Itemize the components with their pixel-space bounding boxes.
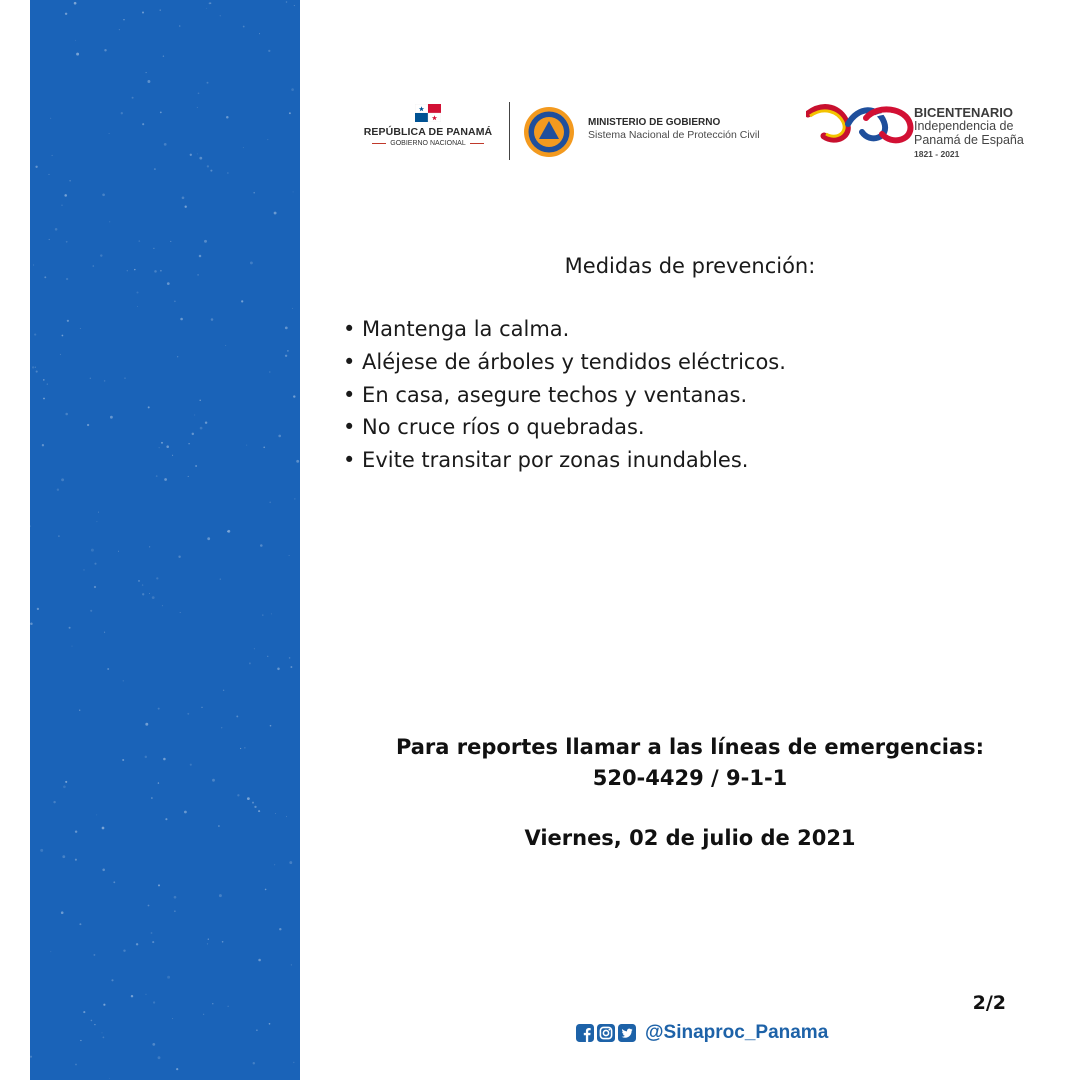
speckle bbox=[220, 579, 221, 580]
list-item: • Evite transitar por zonas inundables. bbox=[343, 448, 749, 473]
speckle bbox=[60, 354, 61, 355]
speckle bbox=[211, 318, 214, 321]
speckle bbox=[75, 859, 77, 861]
speckle bbox=[269, 1023, 271, 1025]
speckle bbox=[279, 928, 281, 930]
speckle bbox=[206, 8, 207, 9]
speckle bbox=[237, 794, 239, 796]
speckle bbox=[205, 421, 207, 423]
speckle bbox=[184, 811, 187, 814]
speckle bbox=[67, 320, 69, 322]
speckle bbox=[243, 26, 245, 28]
speckle bbox=[153, 1001, 155, 1003]
speckle bbox=[103, 1037, 105, 1039]
gobierno-nacional-text: GOBIERNO NACIONAL bbox=[390, 140, 466, 147]
speckle bbox=[74, 2, 77, 5]
speckle bbox=[289, 657, 291, 659]
speckle bbox=[61, 478, 64, 481]
speckle bbox=[254, 648, 255, 649]
speckle bbox=[203, 1014, 204, 1015]
speckle bbox=[163, 758, 166, 761]
speckle bbox=[152, 596, 155, 599]
speckle bbox=[240, 748, 241, 749]
speckle bbox=[199, 255, 202, 258]
speckle bbox=[104, 49, 106, 51]
divider-dash-right bbox=[470, 143, 484, 144]
speckle bbox=[294, 5, 295, 6]
speckle bbox=[259, 33, 260, 34]
speckle bbox=[122, 759, 124, 761]
speckle bbox=[228, 1006, 229, 1007]
speckle bbox=[43, 379, 45, 381]
speckle bbox=[212, 1003, 213, 1004]
speckle bbox=[220, 15, 221, 16]
speckle bbox=[142, 584, 143, 585]
speckle bbox=[267, 139, 268, 140]
speckle bbox=[148, 905, 150, 907]
speckle bbox=[254, 806, 256, 808]
speckle bbox=[66, 278, 68, 280]
speckle bbox=[243, 147, 244, 148]
prevention-list bbox=[343, 313, 786, 477]
speckle bbox=[100, 254, 102, 256]
speckle bbox=[55, 228, 58, 231]
list-item: • Mantenga la calma. bbox=[343, 317, 570, 341]
speckle bbox=[197, 107, 198, 108]
speckle bbox=[153, 248, 154, 249]
speckle bbox=[75, 40, 76, 41]
speckle bbox=[287, 350, 289, 352]
speckle bbox=[69, 180, 70, 181]
speckle bbox=[274, 864, 275, 865]
speckle bbox=[65, 13, 67, 15]
speckle bbox=[142, 11, 144, 13]
speckle bbox=[123, 680, 124, 681]
speckle bbox=[104, 380, 106, 382]
speckle bbox=[145, 756, 147, 758]
speckle bbox=[265, 889, 267, 891]
speckle bbox=[286, 816, 287, 817]
speckle bbox=[160, 10, 161, 11]
speckle bbox=[103, 1004, 105, 1006]
speckle bbox=[208, 939, 209, 940]
speckle bbox=[268, 50, 270, 52]
speckle bbox=[162, 605, 163, 606]
list-item: • En casa, asegure techos y ventanas. bbox=[343, 382, 748, 407]
speckle bbox=[96, 521, 97, 522]
speckle bbox=[197, 153, 198, 154]
speckle bbox=[50, 951, 51, 952]
speckle bbox=[158, 708, 160, 710]
speckle bbox=[179, 25, 181, 27]
speckle bbox=[121, 112, 123, 114]
bicentenario-text bbox=[914, 106, 1024, 159]
speckle bbox=[75, 830, 77, 832]
speckle bbox=[93, 954, 95, 956]
speckle bbox=[134, 269, 135, 270]
speckle bbox=[40, 849, 43, 852]
speckle bbox=[136, 291, 138, 293]
speckle bbox=[90, 610, 92, 612]
twitter-icon[interactable] bbox=[618, 1024, 636, 1042]
speckle bbox=[142, 123, 144, 125]
speckle bbox=[188, 443, 189, 444]
bicentenario-ribbon-icon bbox=[806, 100, 914, 152]
instagram-icon[interactable] bbox=[597, 1024, 615, 1042]
speckle bbox=[227, 172, 228, 173]
bicentenario-line-1: Independencia de bbox=[914, 119, 1014, 133]
speckle bbox=[57, 488, 59, 490]
speckle-texture bbox=[30, 0, 300, 1080]
speckle bbox=[125, 378, 126, 379]
speckle bbox=[119, 29, 120, 30]
speckle bbox=[207, 82, 209, 84]
speckle bbox=[291, 964, 292, 965]
speckle bbox=[91, 549, 94, 552]
speckle bbox=[209, 2, 211, 4]
speckle bbox=[123, 19, 124, 20]
speckle bbox=[192, 433, 194, 435]
speckle bbox=[207, 165, 209, 167]
speckle bbox=[285, 327, 288, 330]
list-item: • Aléjese de árboles y tendidos eléctricos. bbox=[343, 349, 786, 374]
gobierno-nacional-label bbox=[360, 140, 496, 147]
speckle bbox=[64, 194, 67, 197]
speckle bbox=[131, 995, 133, 997]
speckle bbox=[161, 442, 163, 444]
speckle bbox=[274, 212, 277, 215]
speckle bbox=[35, 166, 37, 168]
speckle bbox=[159, 447, 160, 448]
speckle bbox=[145, 723, 148, 726]
speckle bbox=[185, 206, 187, 208]
emergency-phone-numbers: 520-4429 / 9-1-1 bbox=[592, 766, 788, 790]
speckle bbox=[174, 301, 176, 303]
speckle bbox=[158, 1056, 161, 1059]
speckle bbox=[253, 192, 255, 194]
speckle bbox=[36, 371, 38, 373]
speckle bbox=[127, 270, 128, 271]
speckle bbox=[167, 282, 170, 285]
speckle bbox=[269, 502, 271, 504]
speckle bbox=[94, 1024, 95, 1025]
blue-side-band bbox=[30, 0, 300, 1080]
speckle bbox=[166, 445, 169, 448]
speckle bbox=[223, 690, 224, 691]
speckle bbox=[190, 154, 192, 156]
speckle bbox=[246, 445, 247, 446]
speckle bbox=[190, 764, 192, 766]
speckle bbox=[156, 475, 158, 477]
bicentenario-title: BICENTENARIO bbox=[914, 105, 1013, 120]
speckle bbox=[47, 383, 48, 384]
speckle bbox=[123, 949, 125, 951]
speckle bbox=[154, 270, 157, 273]
speckle bbox=[201, 707, 202, 708]
speckle bbox=[241, 300, 243, 302]
speckle bbox=[210, 170, 212, 172]
speckle bbox=[62, 335, 64, 337]
speckle bbox=[172, 1018, 173, 1019]
speckle bbox=[96, 814, 97, 815]
speckle bbox=[61, 204, 62, 205]
speckle bbox=[195, 465, 197, 467]
speckle bbox=[244, 747, 245, 748]
speckle bbox=[270, 725, 272, 727]
speckle bbox=[296, 460, 299, 463]
speckle bbox=[138, 580, 140, 582]
speckle bbox=[197, 274, 199, 276]
speckle bbox=[253, 1062, 255, 1064]
speckle bbox=[180, 318, 183, 321]
republica-panama-logo bbox=[360, 104, 496, 158]
speckle bbox=[286, 1, 288, 3]
date-text: Viernes, 02 de julio de 2021 bbox=[524, 826, 856, 850]
speckle bbox=[87, 424, 89, 426]
republica-name: REPÚBLICA DE PANAMÁ bbox=[363, 126, 493, 138]
speckle bbox=[71, 646, 72, 647]
speckle bbox=[291, 88, 294, 91]
speckle bbox=[174, 911, 175, 912]
speckle bbox=[42, 444, 44, 446]
speckle bbox=[30, 622, 33, 625]
speckle bbox=[149, 593, 150, 594]
speckle bbox=[256, 1029, 258, 1031]
speckle bbox=[145, 994, 146, 995]
speckle bbox=[32, 366, 34, 368]
bicentenario-years: 1821 - 2021 bbox=[914, 149, 960, 159]
speckle bbox=[160, 111, 162, 113]
speckle bbox=[76, 53, 79, 56]
speckle bbox=[110, 416, 113, 419]
speckle bbox=[109, 221, 110, 222]
speckle bbox=[294, 498, 295, 499]
speckle bbox=[63, 785, 66, 788]
speckle bbox=[149, 546, 150, 547]
speckle bbox=[80, 328, 81, 329]
speckle bbox=[118, 551, 119, 552]
speckle bbox=[151, 797, 153, 799]
speckle bbox=[178, 555, 180, 557]
speckle bbox=[65, 413, 68, 416]
prevention-heading: Medidas de prevención: bbox=[564, 254, 816, 278]
speckle bbox=[200, 427, 203, 430]
speckle bbox=[293, 1062, 294, 1063]
speckle bbox=[278, 435, 281, 438]
speckle bbox=[30, 1056, 32, 1058]
speckle bbox=[167, 976, 170, 979]
speckle bbox=[49, 239, 50, 240]
speckle bbox=[154, 168, 156, 170]
speckle bbox=[152, 1043, 155, 1046]
speckle bbox=[199, 400, 200, 401]
speckle bbox=[66, 241, 68, 243]
speckle bbox=[271, 613, 272, 614]
speckle bbox=[164, 143, 167, 146]
speckle bbox=[94, 586, 96, 588]
speckle bbox=[207, 943, 208, 944]
speckle bbox=[180, 612, 181, 613]
speckle bbox=[98, 512, 99, 513]
speckle bbox=[50, 118, 51, 119]
speckle bbox=[249, 662, 251, 664]
speckle bbox=[252, 802, 254, 804]
speckle bbox=[177, 356, 178, 357]
speckle bbox=[79, 923, 81, 925]
speckle bbox=[80, 1040, 81, 1041]
speckle bbox=[226, 116, 229, 119]
list-item: • No cruce ríos o quebradas. bbox=[343, 415, 645, 440]
speckle bbox=[109, 133, 110, 134]
speckle bbox=[102, 193, 105, 196]
speckle bbox=[109, 1078, 110, 1079]
speckle bbox=[104, 632, 105, 633]
speckle bbox=[138, 240, 140, 242]
ministerio-title: MINISTERIO DE GOBIERNO bbox=[588, 117, 721, 128]
speckle bbox=[269, 371, 270, 372]
speckle bbox=[79, 710, 80, 711]
speckle bbox=[262, 614, 263, 615]
speckle bbox=[49, 174, 50, 175]
speckle bbox=[198, 92, 200, 94]
speckle bbox=[92, 265, 94, 267]
speckle bbox=[250, 261, 253, 264]
social-footer bbox=[576, 1022, 828, 1044]
speckle bbox=[52, 155, 53, 156]
speckle bbox=[37, 608, 39, 610]
speckle bbox=[236, 715, 238, 717]
speckle bbox=[83, 569, 85, 571]
speckle bbox=[91, 1020, 93, 1022]
speckle bbox=[212, 779, 215, 782]
ministerio-block bbox=[588, 117, 760, 141]
page-indicator: 2/2 bbox=[972, 992, 1006, 1014]
speckle bbox=[111, 979, 113, 981]
emergency-report-text: Para reportes llamar a las líneas de emergencias: bbox=[395, 735, 985, 759]
speckle bbox=[142, 593, 144, 595]
speckle bbox=[94, 563, 96, 565]
speckle bbox=[75, 1064, 77, 1066]
bicentenario-line-2: Panamá de España bbox=[914, 132, 1024, 147]
speckle bbox=[146, 72, 147, 73]
speckle bbox=[165, 818, 167, 820]
speckle bbox=[225, 345, 226, 346]
speckle bbox=[160, 270, 162, 272]
emergency-report-block bbox=[300, 732, 1080, 794]
speckle bbox=[199, 157, 202, 160]
ministerio-subtitle: Sistema Nacional de Protección Civil bbox=[588, 129, 760, 141]
speckle bbox=[102, 869, 105, 872]
speckle bbox=[137, 306, 138, 307]
speckle bbox=[69, 627, 71, 629]
speckle bbox=[222, 941, 224, 943]
speckle bbox=[289, 112, 291, 114]
divider-dash-left bbox=[372, 143, 386, 144]
speckle bbox=[277, 668, 280, 671]
speckle bbox=[61, 911, 64, 914]
speckle bbox=[188, 476, 189, 477]
speckle bbox=[247, 797, 250, 800]
speckle bbox=[164, 478, 167, 481]
speckle bbox=[258, 810, 260, 812]
speckle bbox=[102, 827, 105, 830]
speckle bbox=[136, 943, 138, 945]
speckle bbox=[293, 191, 294, 192]
speckle bbox=[158, 782, 159, 783]
facebook-icon[interactable] bbox=[576, 1024, 594, 1042]
speckle bbox=[260, 544, 263, 547]
speckle bbox=[147, 80, 150, 83]
speckle bbox=[263, 446, 265, 448]
speckle bbox=[172, 455, 173, 456]
speckle bbox=[176, 1068, 178, 1070]
speckle bbox=[113, 881, 115, 883]
speckle bbox=[33, 264, 34, 265]
speckle bbox=[218, 825, 220, 827]
speckle bbox=[293, 395, 295, 397]
header-divider bbox=[509, 102, 510, 160]
speckle bbox=[102, 1032, 103, 1033]
speckle bbox=[30, 525, 31, 527]
speckle bbox=[267, 656, 268, 657]
speckle bbox=[221, 727, 222, 728]
speckle bbox=[53, 801, 55, 803]
speckle bbox=[219, 894, 222, 897]
speckle bbox=[156, 577, 158, 579]
speckle bbox=[204, 240, 207, 243]
speckle bbox=[170, 241, 171, 242]
speckle bbox=[107, 668, 109, 670]
speckle bbox=[227, 530, 230, 533]
speckle bbox=[163, 55, 164, 56]
speckle bbox=[285, 355, 287, 357]
speckle bbox=[152, 941, 154, 943]
speckle bbox=[58, 535, 60, 537]
speckle bbox=[44, 276, 46, 278]
panama-flag-icon bbox=[415, 104, 441, 122]
speckle bbox=[151, 932, 153, 934]
speckle bbox=[62, 855, 65, 858]
speckle bbox=[292, 308, 293, 309]
speckle bbox=[35, 367, 36, 368]
speckle bbox=[289, 555, 290, 556]
speckle bbox=[182, 196, 185, 199]
speckle bbox=[289, 861, 292, 864]
sinaproc-emblem-icon bbox=[523, 106, 575, 158]
speckle bbox=[148, 406, 150, 408]
social-handle[interactable]: @Sinaproc_Panama bbox=[645, 1022, 829, 1043]
speckle bbox=[207, 537, 210, 540]
speckle bbox=[275, 813, 276, 814]
speckle bbox=[34, 334, 36, 336]
speckle bbox=[132, 97, 134, 99]
speckle bbox=[187, 713, 189, 715]
speckle bbox=[290, 666, 292, 668]
speckle bbox=[90, 378, 91, 379]
speckle bbox=[83, 1011, 85, 1013]
speckle bbox=[43, 398, 45, 400]
speckle bbox=[158, 884, 160, 886]
speckle bbox=[194, 415, 195, 416]
speckle bbox=[65, 781, 67, 783]
speckle bbox=[258, 959, 261, 962]
speckle bbox=[174, 896, 177, 899]
